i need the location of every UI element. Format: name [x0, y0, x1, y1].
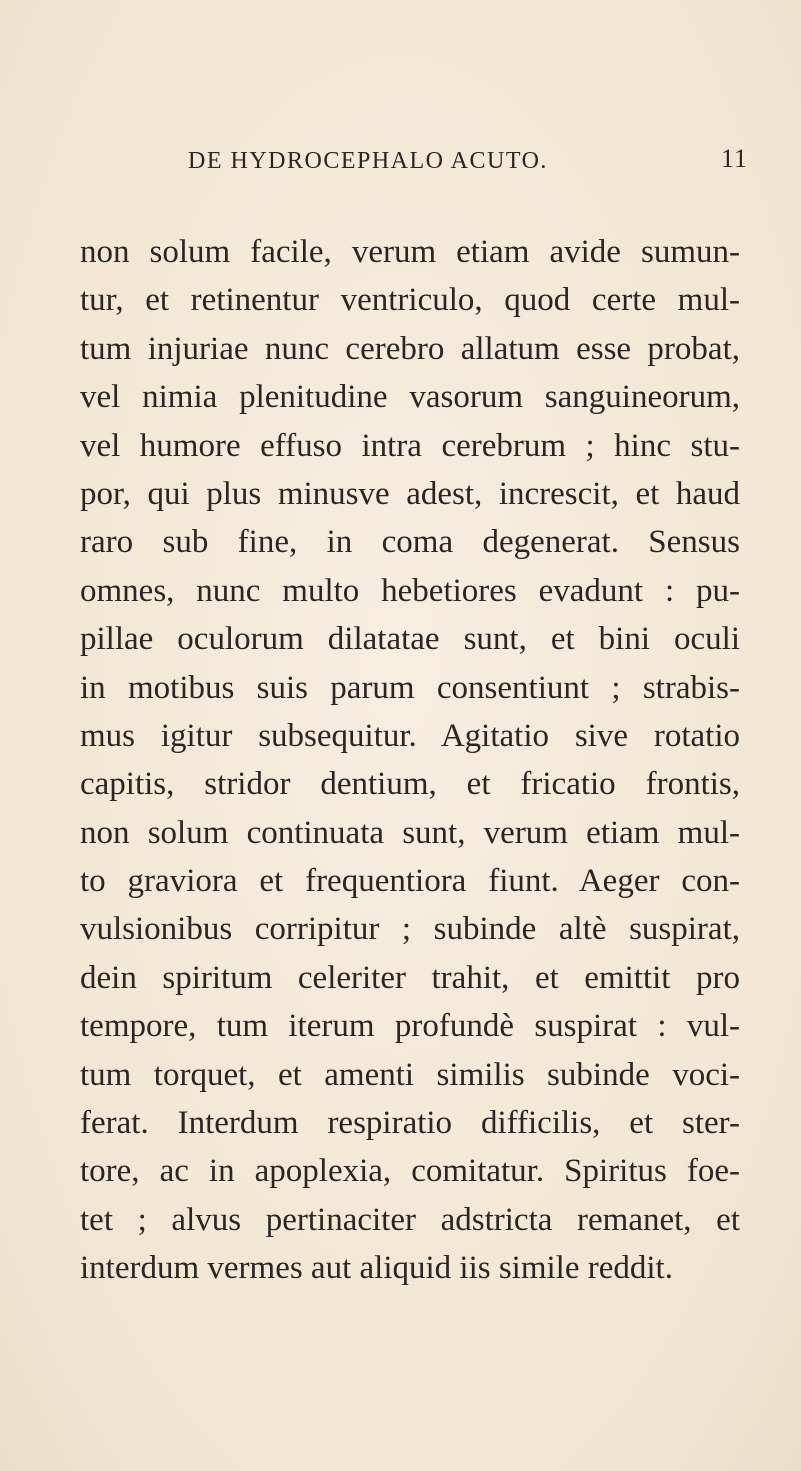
text-line: omnes, nunc multo hebetiores evadunt : pu- — [80, 572, 740, 609]
text-line: non solum facile, verum etiam avide sumun- — [80, 234, 740, 270]
body-text — [80, 228, 740, 1293]
text-line: to graviora et frequentiora fiunt. Aeger con- — [80, 863, 740, 900]
text-line: vulsionibus corripitur ; subinde altè suspirat, — [80, 911, 740, 948]
text-line: capitis, stridor dentium, et fricatio frontis, — [80, 766, 740, 803]
text-line: tum injuriae nunc cerebro allatum esse probat, — [80, 330, 740, 367]
running-title: DE HYDROCEPHALO ACUTO. — [188, 148, 548, 174]
text-line: non solum continuata sunt, verum etiam mul- — [80, 814, 740, 851]
text-line: tore, ac in apoplexia, comitatur. Spiritus foe- — [80, 1153, 740, 1190]
text-line: raro sub fine, in coma degenerat. Sensus — [80, 524, 740, 561]
text-line: por, qui plus minusve adest, increscit, et haud — [80, 475, 740, 512]
text-line: in motibus suis parum consentiunt ; strabis- — [80, 669, 740, 706]
text-line: interdum vermes aut aliquid iis simile reddit. — [80, 1250, 673, 1287]
text-line: vel humore effuso intra cerebrum ; hinc stu- — [80, 427, 740, 464]
text-line: tempore, tum iterum profundè suspirat : vul- — [80, 1008, 740, 1045]
text-line: tur, et retinentur ventriculo, quod certe mul- — [80, 282, 740, 319]
text-line: pillae oculorum dilatatae sunt, et bini oculi — [80, 621, 740, 658]
text-line: dein spiritum celeriter trahit, et emittit pro — [80, 959, 740, 996]
text-line: ferat. Interdum respiratio difficilis, et ster- — [80, 1105, 740, 1142]
text-line: vel nimia plenitudine vasorum sanguineorum, — [80, 379, 740, 416]
running-head — [188, 144, 748, 188]
text-line: mus igitur subsequitur. Agitatio sive rotatio — [80, 717, 740, 754]
page-number: 11 — [720, 144, 748, 173]
text-line: tum torquet, et amenti similis subinde voci- — [80, 1056, 740, 1093]
text-line: tet ; alvus pertinaciter adstricta remanet, et — [80, 1201, 740, 1238]
